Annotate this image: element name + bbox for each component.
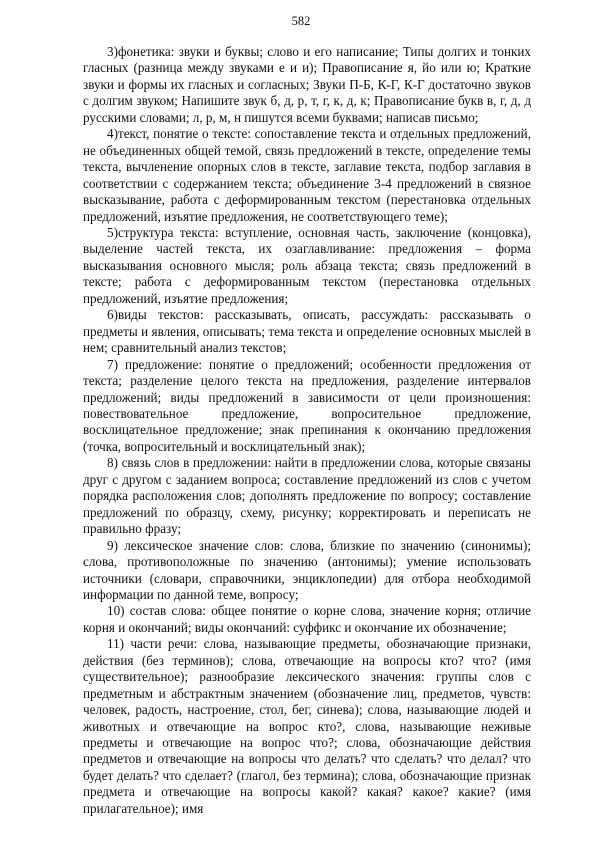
- paragraph-lexical-meaning: 9) лексическое значение слов: слова, близкие по значению (синонимы); слова, противоположные по значению (антонимы); умение использовать источники (словари, справочники, энциклопедии) для отбора необходимой информации по данной теме, вопросу;: [83, 537, 531, 602]
- paragraph-phonetics: 3)фонетика: звуки и буквы; слово и его написание; Типы долгих и тонких гласных (разница между звуками е и и); Правописание я, йо или ю; Краткие звуки и формы их гласных и согласных; Звуки П-Б, К-Г, К-Г достаточно звуков с долгим звуком; Напишите звук б, д, р, т, г, к, д, к; Правописание букв в, г, д, д русскими словами; л, р, м, н пишутся всеми буквами; написав письмо;: [83, 44, 531, 125]
- page-number: 582: [291, 14, 311, 28]
- paragraph-text-structure: 5)структура текста: вступление, основная часть, заключение (концовка), выделение частей текста, их озаглавливание: предложения – форма высказывания основного мысля; роль абзаца текста; связь предложений в тексте; работа с деформированным текстом (перестановка отдельных предложений, изъятие предложения;: [83, 224, 531, 306]
- paragraph-word-composition: 10) состав слова: общее понятие о корне слова, значение корня; отличие корня и окончаний; виды окончаний: суффикс и окончание их обозначение;: [83, 603, 531, 635]
- paragraph-text-concept: 4)текст, понятие о тексте: сопоставление текста и отдельных предложений, не объединенных общей темой, связь предложений в тексте, определение темы текста, вычленение опорных слов в тексте, заглавие текста, подбор заглавия в соответствии с содержанием текста; объединение 3-4 предложений в связное высказывание, работа с деформированным текстом (перестановка отдельных предложений, изъятие предложения, не соответствующего теме);: [83, 126, 531, 224]
- document-body: [83, 44, 531, 817]
- paragraph-parts-of-speech: 11) части речи: слова, называющие предметы, обозначающие признаки, действия (без терминов); слова, отвечающие на вопросы кто? что? (имя существительное); разнообразие лексического значения: группы слов с предметным и абстрактным значением (обозначение лиц, предметов, чувств: человек, радость, настроение, стол, бег, синева); слова, называющие людей и животных и отвечающие на вопрос кто?, слова, называющие неживые предметы и отвечающие на вопрос что?; слова, обозначающие действия предметов и отвечающие на вопросы что делать? что сделать? что делал? что будет делать? что сделает? (глагол, без термина); слова, обозначающие признак предмета и отвечающие на вопросы какой? какая? какое? какие? (имя прилагательное); имя: [83, 636, 531, 816]
- paragraph-word-connection: 8) связь слов в предложении: найти в предложении слова, которые связаны друг с другом с заданием вопроса; составление предложений из слов с учетом порядка расположения слов; дополнять предложение по вопросу; составление предложений по образцу, схему, рисунку; корректировать и переписать не правильно фразу;: [83, 455, 531, 537]
- paragraph-text-types: 6)виды текстов: рассказывать, описать, рассуждать: рассказывать о предметы и явления, описывать; тема текста и определение основных мыслей в нем; сравнительный анализ текстов;: [83, 307, 531, 356]
- paragraph-sentence: 7) предложение: понятие о предложений; особенности предложения от текста; разделение целого текста на предложения, разделение интервалов предложений; виды предложений в зависимости от цели произношения: повествовательное предложение, вопросительное предложение, восклицательное предложение; знак препинания к окончанию предложения (точка, вопросительный и восклицательный знак);: [83, 356, 531, 454]
